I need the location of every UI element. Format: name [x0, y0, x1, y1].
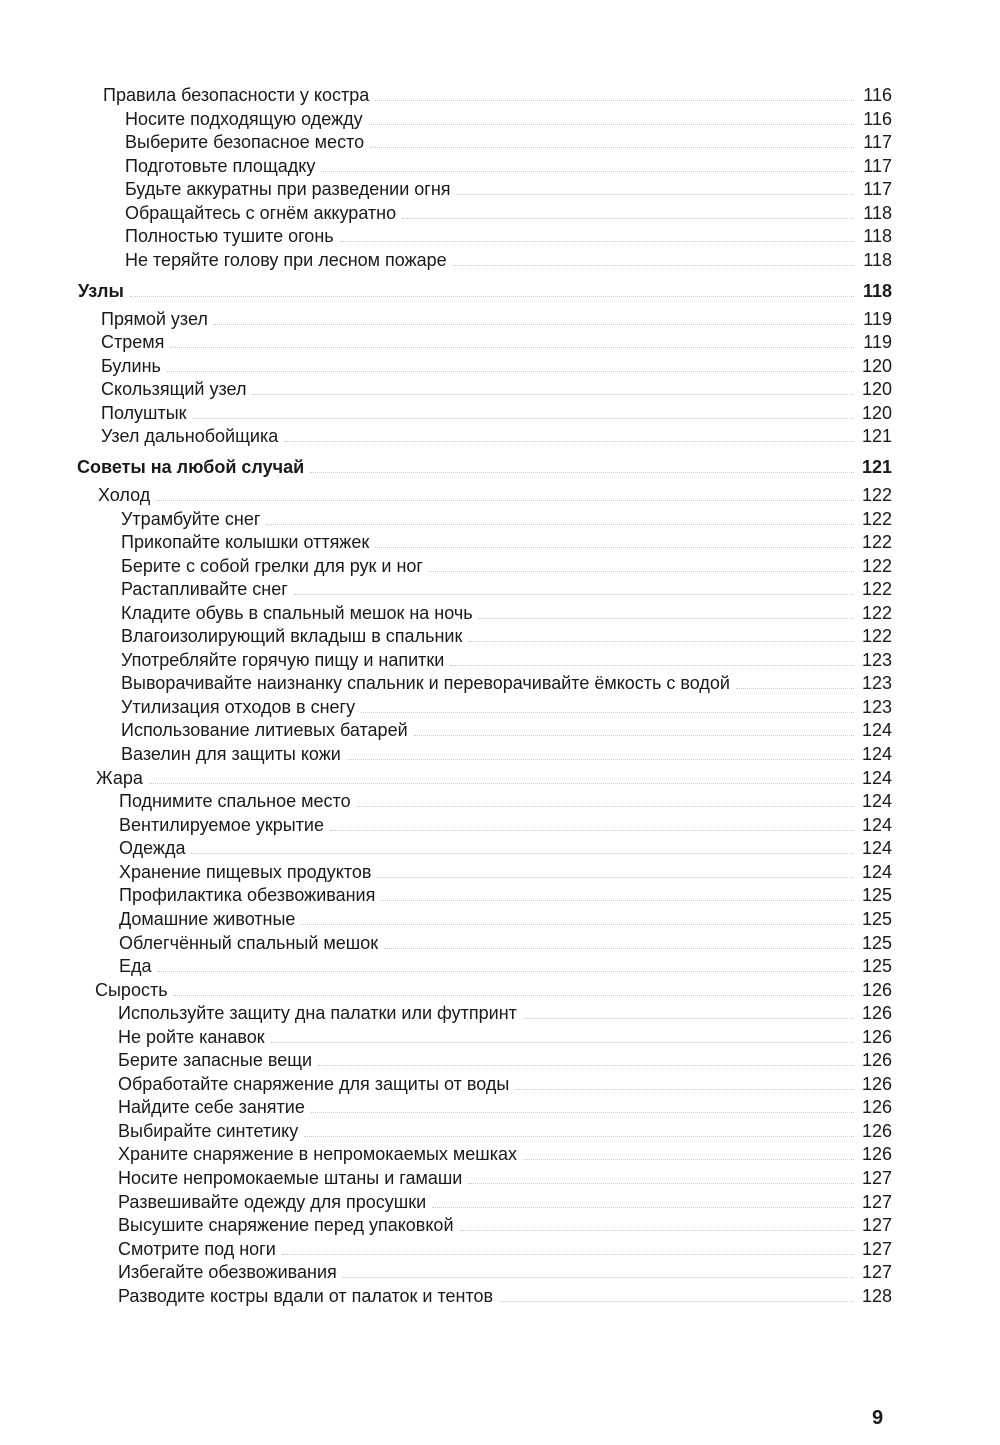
toc-entry-title: Вентилируемое укрытие	[119, 815, 324, 835]
toc-entry	[118, 1000, 892, 1024]
toc-entry-page: 116	[863, 109, 892, 129]
dot-leader	[174, 995, 854, 996]
toc-entry-title: Выберите безопасное место	[125, 132, 365, 152]
toc-entry	[121, 623, 892, 647]
toc-entry-page: 122	[861, 603, 892, 623]
toc-entry	[119, 788, 892, 812]
dot-leader	[460, 1230, 855, 1231]
dot-leader	[361, 712, 854, 713]
toc-entry-page: 126	[861, 1121, 892, 1141]
dot-leader	[340, 241, 854, 242]
toc-entry	[119, 859, 892, 883]
toc-entry-title: Найдите себе занятие	[118, 1097, 305, 1117]
dot-leader	[193, 418, 854, 419]
toc-entry-page: 126	[861, 1003, 892, 1023]
dot-leader	[357, 806, 854, 807]
toc-entry-page: 122	[861, 556, 892, 576]
toc-entry-page: 120	[861, 403, 892, 423]
toc-entry-title: Скользящий узел	[101, 379, 247, 399]
dot-leader	[170, 347, 854, 348]
toc-entry	[118, 1024, 892, 1048]
toc-entry-page: 124	[861, 768, 892, 788]
toc-entry	[125, 247, 892, 271]
toc-entry-page: 123	[861, 650, 892, 670]
toc-section	[78, 278, 892, 302]
toc-entry-page: 124	[861, 862, 892, 882]
toc-entry-title: Выворачивайте наизнанку спальник и переворачивайте ёмкость с водой	[121, 673, 730, 693]
dot-leader	[191, 853, 854, 854]
toc-entry-title: Употребляйте горячую пищу и напитки	[121, 650, 445, 670]
toc-entry	[121, 553, 892, 577]
toc-entry-title: Смотрите под ноги	[118, 1239, 276, 1259]
toc-entry-title: Храните снаряжение в непромокаемых мешках	[118, 1144, 518, 1164]
toc-entry-page: 122	[861, 579, 892, 599]
dot-leader	[252, 394, 854, 395]
toc-entry-title: Подготовьте площадку	[125, 156, 316, 176]
toc-entry	[118, 1189, 892, 1213]
toc-entry-page: 123	[861, 697, 892, 717]
toc-entry-page: 126	[861, 1097, 892, 1117]
toc-entry	[121, 506, 892, 530]
dot-leader	[321, 171, 854, 172]
toc-entry-title: Еда	[119, 956, 152, 976]
dot-leader	[158, 971, 854, 972]
toc-entry-page: 127	[861, 1215, 892, 1235]
toc-entry	[101, 376, 892, 400]
dot-leader	[310, 472, 854, 473]
toc-entry-page: 118	[863, 250, 892, 270]
toc-entry-page: 126	[861, 1050, 892, 1070]
dot-leader	[214, 324, 854, 325]
toc-entry-title: Профилактика обезвоживания	[119, 885, 376, 905]
toc-entry	[121, 670, 892, 694]
dot-leader	[149, 783, 854, 784]
toc-entry	[101, 329, 892, 353]
dot-leader	[347, 759, 854, 760]
dot-leader	[384, 948, 854, 949]
dot-leader	[457, 194, 854, 195]
dot-leader	[432, 1207, 854, 1208]
toc-entry-page: 117	[863, 179, 892, 199]
toc-entry-title: Растапливайте снег	[121, 579, 288, 599]
dot-leader	[402, 218, 854, 219]
toc-entry-title: Холод	[98, 485, 151, 505]
toc-entry	[119, 953, 892, 977]
toc-entry	[101, 353, 892, 377]
toc-entry	[118, 1047, 892, 1071]
toc-entry-page: 122	[861, 532, 892, 552]
toc-entry-title: Разводите костры вдали от палаток и тентов	[118, 1286, 494, 1306]
dot-leader	[450, 665, 854, 666]
toc-entry-page: 124	[861, 744, 892, 764]
dot-leader	[301, 924, 854, 925]
toc-entry	[119, 906, 892, 930]
toc-entry-title: Булинь	[101, 356, 161, 376]
dot-leader	[479, 618, 854, 619]
dot-leader	[414, 735, 854, 736]
toc-entry-title: Используйте защиту дна палатки или футпринт	[118, 1003, 517, 1023]
dot-leader	[266, 524, 854, 525]
dot-leader	[453, 265, 854, 266]
toc-entry-page: 123	[861, 673, 892, 693]
toc-entry-page: 125	[861, 909, 892, 929]
toc-entry-title: Берите запасные вещи	[118, 1050, 313, 1070]
toc-entry	[118, 1259, 892, 1283]
toc-entry-title: Облегчённый спальный мешок	[119, 933, 379, 953]
toc-entry-title: Сырость	[95, 980, 168, 1000]
toc-entry-title: Утилизация отходов в снегу	[121, 697, 356, 717]
toc-entry	[125, 129, 892, 153]
toc-entry-title: Носите непромокаемые штаны и гамаши	[118, 1168, 463, 1188]
toc-entry	[118, 1141, 892, 1165]
toc-entry	[118, 1212, 892, 1236]
dot-leader	[156, 500, 854, 501]
toc-entry-title: Правила безопасности у костра	[103, 85, 370, 105]
toc-entry	[119, 930, 892, 954]
toc-entry	[95, 977, 892, 1001]
toc-entry	[101, 423, 892, 447]
toc-entry	[98, 482, 892, 506]
toc-entry-title: Узлы	[78, 281, 124, 301]
toc-entry	[121, 694, 892, 718]
toc-entry-title: Не теряйте голову при лесном пожаре	[125, 250, 447, 270]
toc-entry-page: 119	[863, 309, 892, 329]
toc-entry	[121, 600, 892, 624]
dot-leader	[468, 641, 854, 642]
toc-entry-page: 127	[861, 1192, 892, 1212]
toc-entry-title: Избегайте обезвоживания	[118, 1262, 337, 1282]
toc-entry-page: 116	[863, 85, 892, 105]
toc-entry	[125, 176, 892, 200]
toc-entry-page: 125	[861, 956, 892, 976]
dot-leader	[284, 441, 854, 442]
toc-entry-page: 117	[863, 132, 892, 152]
toc-entry-page: 122	[861, 509, 892, 529]
toc-entry-page: 128	[861, 1286, 892, 1306]
toc-entry-title: Жара	[96, 768, 143, 788]
toc-entry-title: Прямой узел	[101, 309, 208, 329]
toc-entry-page: 127	[861, 1239, 892, 1259]
dot-leader	[429, 571, 854, 572]
toc-entry-title: Утрамбуйте снег	[121, 509, 261, 529]
dot-leader	[330, 830, 854, 831]
toc-entry-page: 124	[861, 791, 892, 811]
toc-entry	[118, 1283, 892, 1307]
toc-entry-page: 126	[861, 1144, 892, 1164]
toc-entry-title: Одежда	[119, 838, 186, 858]
toc-entry	[118, 1071, 892, 1095]
dot-leader	[523, 1018, 854, 1019]
toc-entry-title: Обращайтесь с огнём аккуратно	[125, 203, 397, 223]
toc-entry-page: 124	[861, 815, 892, 835]
toc-entry-page: 122	[861, 626, 892, 646]
toc-entry	[125, 153, 892, 177]
toc-entry-page: 119	[863, 332, 892, 352]
toc-entry-title: Высушите снаряжение перед упаковкой	[118, 1215, 454, 1235]
dot-leader	[736, 688, 854, 689]
toc-entry-title: Носите подходящую одежду	[125, 109, 363, 129]
page-number: 9	[872, 1407, 884, 1429]
dot-leader	[271, 1042, 854, 1043]
toc-entry-page: 118	[862, 281, 892, 301]
toc-entry-title: Домашние животные	[119, 909, 296, 929]
toc-entry	[121, 529, 892, 553]
toc-entry-page: 117	[863, 156, 892, 176]
toc-entry-title: Хранение пищевых продуктов	[119, 862, 372, 882]
toc-entry-title: Полуштык	[101, 403, 187, 423]
toc-entry-title: Развешивайте одежду для просушки	[118, 1192, 427, 1212]
toc-entry	[119, 882, 892, 906]
toc-entry	[103, 82, 892, 106]
toc-entry-title: Прикопайте колышки оттяжек	[121, 532, 370, 552]
toc-entry	[125, 106, 892, 130]
toc-entry	[121, 576, 892, 600]
dot-leader	[499, 1301, 854, 1302]
dot-leader	[130, 296, 854, 297]
toc-entry-title: Вазелин для защиты кожи	[121, 744, 341, 764]
dot-leader	[343, 1277, 854, 1278]
dot-leader	[377, 877, 854, 878]
toc-entry-page: 118	[863, 203, 892, 223]
dot-leader	[370, 147, 854, 148]
dot-leader	[318, 1065, 854, 1066]
toc-entry-title: Полностью тушите огонь	[125, 226, 334, 246]
dot-leader	[167, 371, 854, 372]
dot-leader	[311, 1112, 854, 1113]
dot-leader	[468, 1183, 854, 1184]
toc-entry-page: 127	[861, 1262, 892, 1282]
toc-entry	[119, 835, 892, 859]
toc-entry-title: Выбирайте синтетику	[118, 1121, 299, 1141]
dot-leader	[515, 1089, 854, 1090]
toc-entry-title: Использование литиевых батарей	[121, 720, 408, 740]
toc-entry-page: 126	[861, 1027, 892, 1047]
toc-entry-title: Не ройте канавок	[118, 1027, 265, 1047]
toc-entry	[101, 400, 892, 424]
toc-entry-page: 121	[861, 457, 892, 477]
toc-entry-title: Советы на любой случай	[77, 457, 305, 477]
toc-entry	[121, 717, 892, 741]
dot-leader	[294, 594, 854, 595]
toc-entry	[125, 223, 892, 247]
toc-entry-page: 124	[861, 838, 892, 858]
toc-entry-page: 125	[861, 933, 892, 953]
toc-entry	[125, 200, 892, 224]
toc-entry	[118, 1118, 892, 1142]
dot-leader	[375, 100, 854, 101]
toc-entry-title: Обработайте снаряжение для защиты от воды	[118, 1074, 510, 1094]
dot-leader	[304, 1136, 854, 1137]
dot-leader	[381, 900, 854, 901]
toc-entry-title: Влагоизолирующий вкладыш в спальник	[121, 626, 463, 646]
toc-entry-page: 121	[861, 426, 892, 446]
toc-entry-title: Узел дальнобойщика	[101, 426, 279, 446]
toc-entry-title: Кладите обувь в спальный мешок на ночь	[121, 603, 473, 623]
toc-entry-page: 120	[861, 356, 892, 376]
dot-leader	[375, 547, 854, 548]
dot-leader	[369, 124, 854, 125]
toc-entry-page: 126	[861, 1074, 892, 1094]
toc-entry-page: 127	[861, 1168, 892, 1188]
toc-entry	[118, 1236, 892, 1260]
toc-entry	[101, 306, 892, 330]
toc-entry-page: 118	[863, 226, 892, 246]
toc-entry-page: 124	[861, 720, 892, 740]
toc-entry-page: 126	[861, 980, 892, 1000]
toc-entry	[121, 741, 892, 765]
toc-entry-page: 122	[861, 485, 892, 505]
toc-entry	[119, 812, 892, 836]
toc-entry-title: Берите с собой грелки для рук и ног	[121, 556, 423, 576]
toc-entry-title: Будьте аккуратны при разведении огня	[125, 179, 451, 199]
toc-entry	[118, 1094, 892, 1118]
toc-entry	[121, 647, 892, 671]
toc-entry	[96, 765, 892, 789]
toc-entry-title: Поднимите спальное место	[119, 791, 351, 811]
toc-entry-page: 120	[861, 379, 892, 399]
toc-entry-title: Стремя	[101, 332, 165, 352]
dot-leader	[523, 1159, 854, 1160]
toc-section	[77, 454, 892, 478]
toc-entry-page: 125	[861, 885, 892, 905]
toc-entry	[118, 1165, 892, 1189]
dot-leader	[282, 1254, 854, 1255]
